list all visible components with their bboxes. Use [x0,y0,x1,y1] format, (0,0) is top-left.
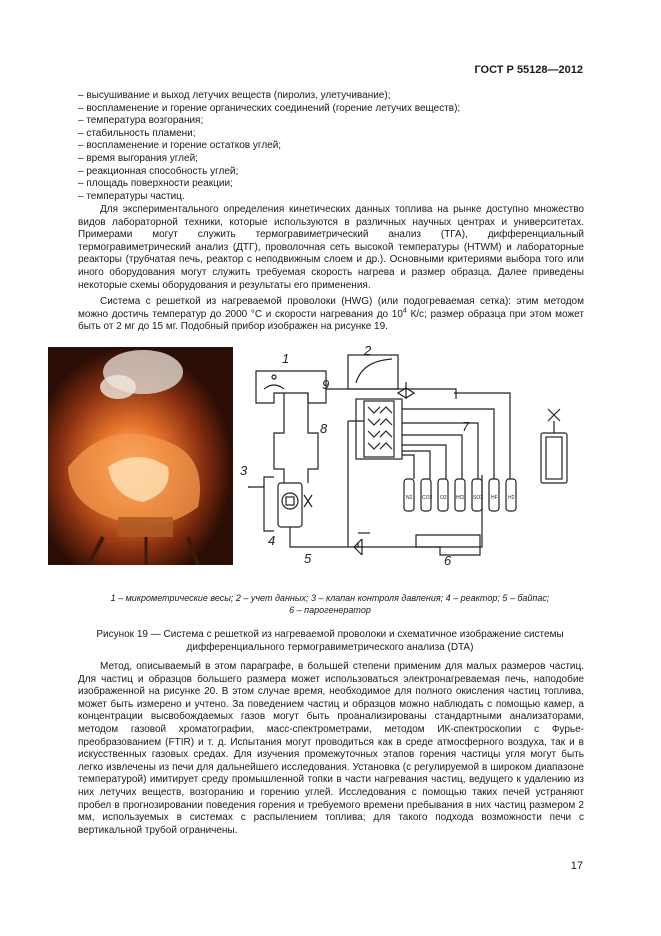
list-item: – стабильность пламени; [78,127,196,139]
list-item: – время выгорания углей; [78,152,198,164]
list-item: – воспламенение и горение остатков углей; [78,140,282,152]
label-5: 5 [304,551,312,566]
gas-so2: SO2 [473,495,484,501]
gas-h2: H2 [508,495,515,501]
label-7: 7 [462,419,470,434]
label-9: 9 [322,377,330,392]
gas-hf: HF [491,495,498,501]
gas-o2: O2 [440,495,447,501]
list-item: – воспламенение и горение органических соединений (горение летучих веществ); [78,102,461,114]
list-item: – реакционная способность углей; [78,165,239,177]
caption-line: дифференциального термогравиметрического анализа (DTA) [186,642,474,653]
list-item: – высушивание и выход летучих веществ (пиролиз, улетучивание); [78,90,391,101]
label-1: 1 [282,351,290,366]
list-item: – площадь поверхности реакции; [78,178,233,190]
page-number: 17 [570,860,583,872]
figure-legend [60,592,600,616]
paragraph-hwg: Система с решеткой из нагреваемой проволоки (HWG) (или подогреваемая сетка): этим методом можно достичь температур до 2000 °С и скорости нагревания до $10^4$ К/с; размер образца при этом может быть от 2 мг до 15 мг. Подобный прибор изображен на рисунке 19. [78,296,584,333]
paragraph-furnace: Метод, описываемый в этом параграфе, в большей степени применим для малых размеров частиц. Для частиц и образцов большего размера может использоваться электронагреваемая печь, наподобие изображенной на рисунке 20. В этом случае время, необходимое для полного окисления частиц топлива, может быть измерено и учтено. За поведением частиц и образцов можно наблюдать с помощью камер, а концентрации высвобождаемых газов могут быть проанализированы стандартными анализаторами, методом газовой хроматографии, масс-спектрометрами, методом ИК-спектроскопии с Фурье-преобразованием (FTIR) и т. д. Испытания могут проводиться как в среде атмосферного воздуха, так и в искусственных газовых средах. Для изучения промежуточных этапов горения частицы угля могут быть легко извлечены из печи для дальнейшего исследования. Установка (с регулируемой в широком диапазоне температурой) имитирует среду промышленной топки в части нагревания частиц, ведущего к удалению из них летучих веществ, возгоранию и горению углей. Исследования с помощью таких печей устраняют пробел в прогнозировании поведения горения и требуемого времени пребывания в них частиц размером 2 мм, используемых в системах с распылением топлива; для такого подхода возможности печи с вертикальной трубой ограничены. [78,661,584,836]
bullet-list [78,90,584,203]
gas-hcl: HCl [456,495,465,501]
legend-line: 6 – парогенератор [289,605,371,615]
label-4: 4 [268,533,276,548]
paragraph-lab-techniques: Для экспериментального определения кинетических данных топлива на рынке доступно множество видов лабораторной техники, которые используются в различных научных центрах и университетах. Примерами могут служить термогравиметрический анализ (ТГА), дифференциальный термогравиметрический анализ (ДТГ), проволочная сеть высокой температуры (HTWM) и лабораторные реакторы (трубчатая печь, реактор с неподвижным слоем и др.). Основными критериями выбора того или иного оборудования могут служить требуемая скорость нагрева и размер образца. Далее приведены некоторые схемы оборудования и результаты его применения. [78,204,584,291]
label-3: 3 [240,463,248,478]
label-2: 2 [364,345,372,358]
gas-co2: CO2 [422,495,433,501]
list-item: – температура возгорания; [78,115,204,127]
dta-schematic [238,345,598,575]
label-6: 6 [444,553,452,568]
gas-n2: N2 [406,495,413,501]
document-header: ГОСТ Р 55128—2012 [474,64,583,76]
label-8: 8 [320,421,328,436]
figure-caption [40,628,620,654]
caption-line: Рисунок 19 — Система с решеткой из нагреваемой проволоки и схематичное изображение системы [96,629,564,640]
list-item: – температуры частиц. [78,190,185,202]
legend-line: 1 – микрометрические весы; 2 – учет данных; 3 – клапан контроля давления; 4 – реактор; 5 – байпас; [110,593,550,603]
apparatus-photo [48,347,233,565]
